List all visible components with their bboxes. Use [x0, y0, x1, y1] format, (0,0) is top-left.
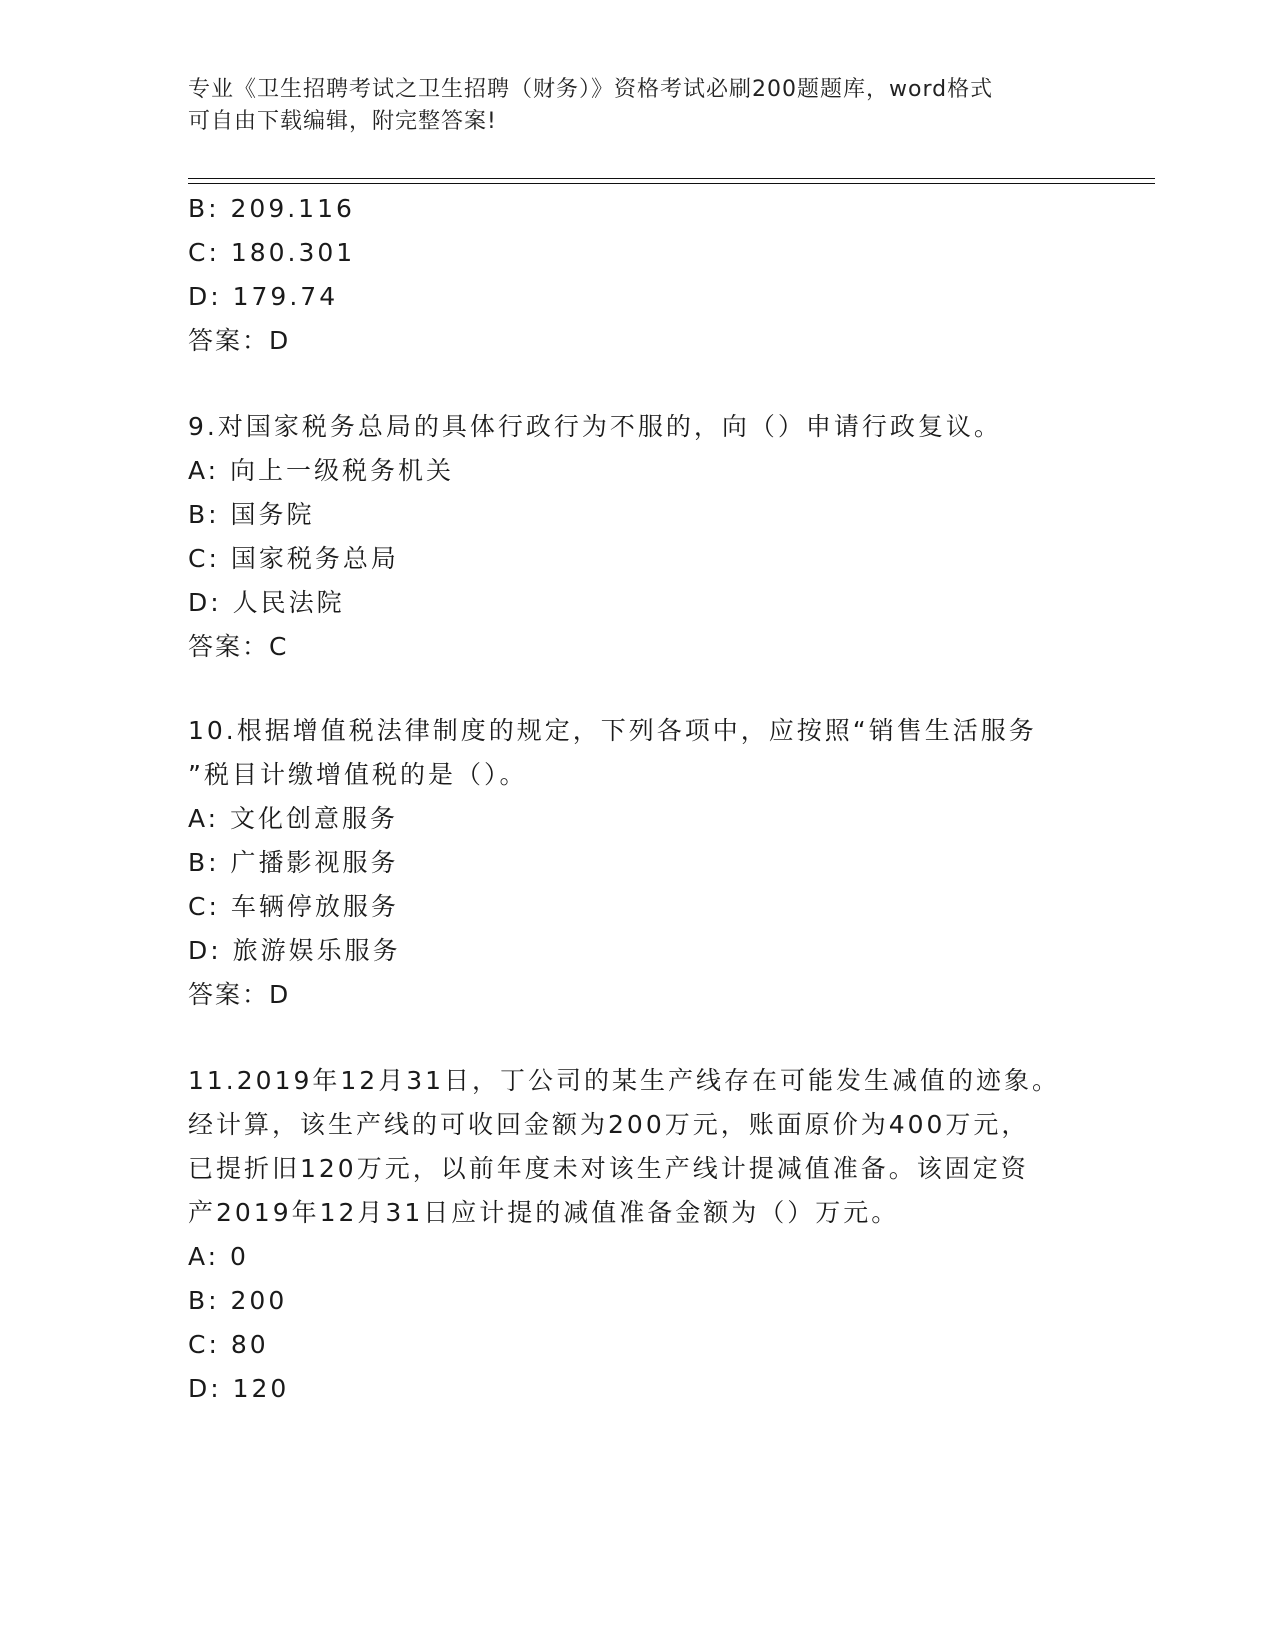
document-header — [188, 74, 1088, 138]
q10-stem-line-1: 10.根据增值税法律制度的规定，下列各项中，应按照“销售生活服务 — [188, 716, 1037, 745]
header-line-2: 可自由下载编辑，附完整答案! — [188, 109, 497, 134]
q10-option-d: D: 旅游娱乐服务 — [188, 936, 401, 965]
q9-option-d: D: 人民法院 — [188, 588, 345, 617]
q11-option-d: D: 120 — [188, 1374, 290, 1403]
q10-option-a: A: 文化创意服务 — [188, 804, 399, 833]
q9-option-b: B: 国务院 — [188, 500, 315, 529]
q11-option-b: B: 200 — [188, 1286, 288, 1315]
q10-option-c: C: 车辆停放服务 — [188, 892, 399, 921]
q9-stem: 9.对国家税务总局的具体行政行为不服的，向（）申请行政复议。 — [188, 412, 1002, 441]
q8-answer: 答案：D — [188, 326, 291, 355]
q9-option-a: A: 向上一级税务机关 — [188, 456, 455, 485]
q11-option-c: C: 80 — [188, 1330, 269, 1359]
q11-stem-line-2: 经计算，该生产线的可收回金额为200万元，账面原价为400万元， — [188, 1110, 1030, 1139]
header-rule-bottom — [188, 183, 1155, 184]
header-rule-top — [188, 178, 1155, 179]
q10-answer: 答案：D — [188, 980, 291, 1009]
q8-option-d: D: 179.74 — [188, 282, 339, 311]
q11-option-a: A: 0 — [188, 1242, 249, 1271]
q8-option-c: C: 180.301 — [188, 238, 356, 267]
q11-stem-line-4: 产2019年12月31日应计提的减值准备金额为（）万元。 — [188, 1198, 900, 1227]
q10-stem-line-2: ”税目计缴增值税的是（）。 — [188, 760, 528, 789]
q9-answer: 答案：C — [188, 632, 289, 661]
q8-option-b: B: 209.116 — [188, 194, 355, 223]
q11-stem-line-1: 11.2019年12月31日，丁公司的某生产线存在可能发生减值的迹象。 — [188, 1066, 1061, 1095]
header-line-1: 专业《卫生招聘考试之卫生招聘（财务）》资格考试必刷200题题库，word格式 — [188, 77, 994, 102]
q10-option-b: B: 广播影视服务 — [188, 848, 399, 877]
q9-option-c: C: 国家税务总局 — [188, 544, 399, 573]
q11-stem-line-3: 已提折旧120万元，以前年度未对该生产线计提减值准备。该固定资 — [188, 1154, 1029, 1183]
